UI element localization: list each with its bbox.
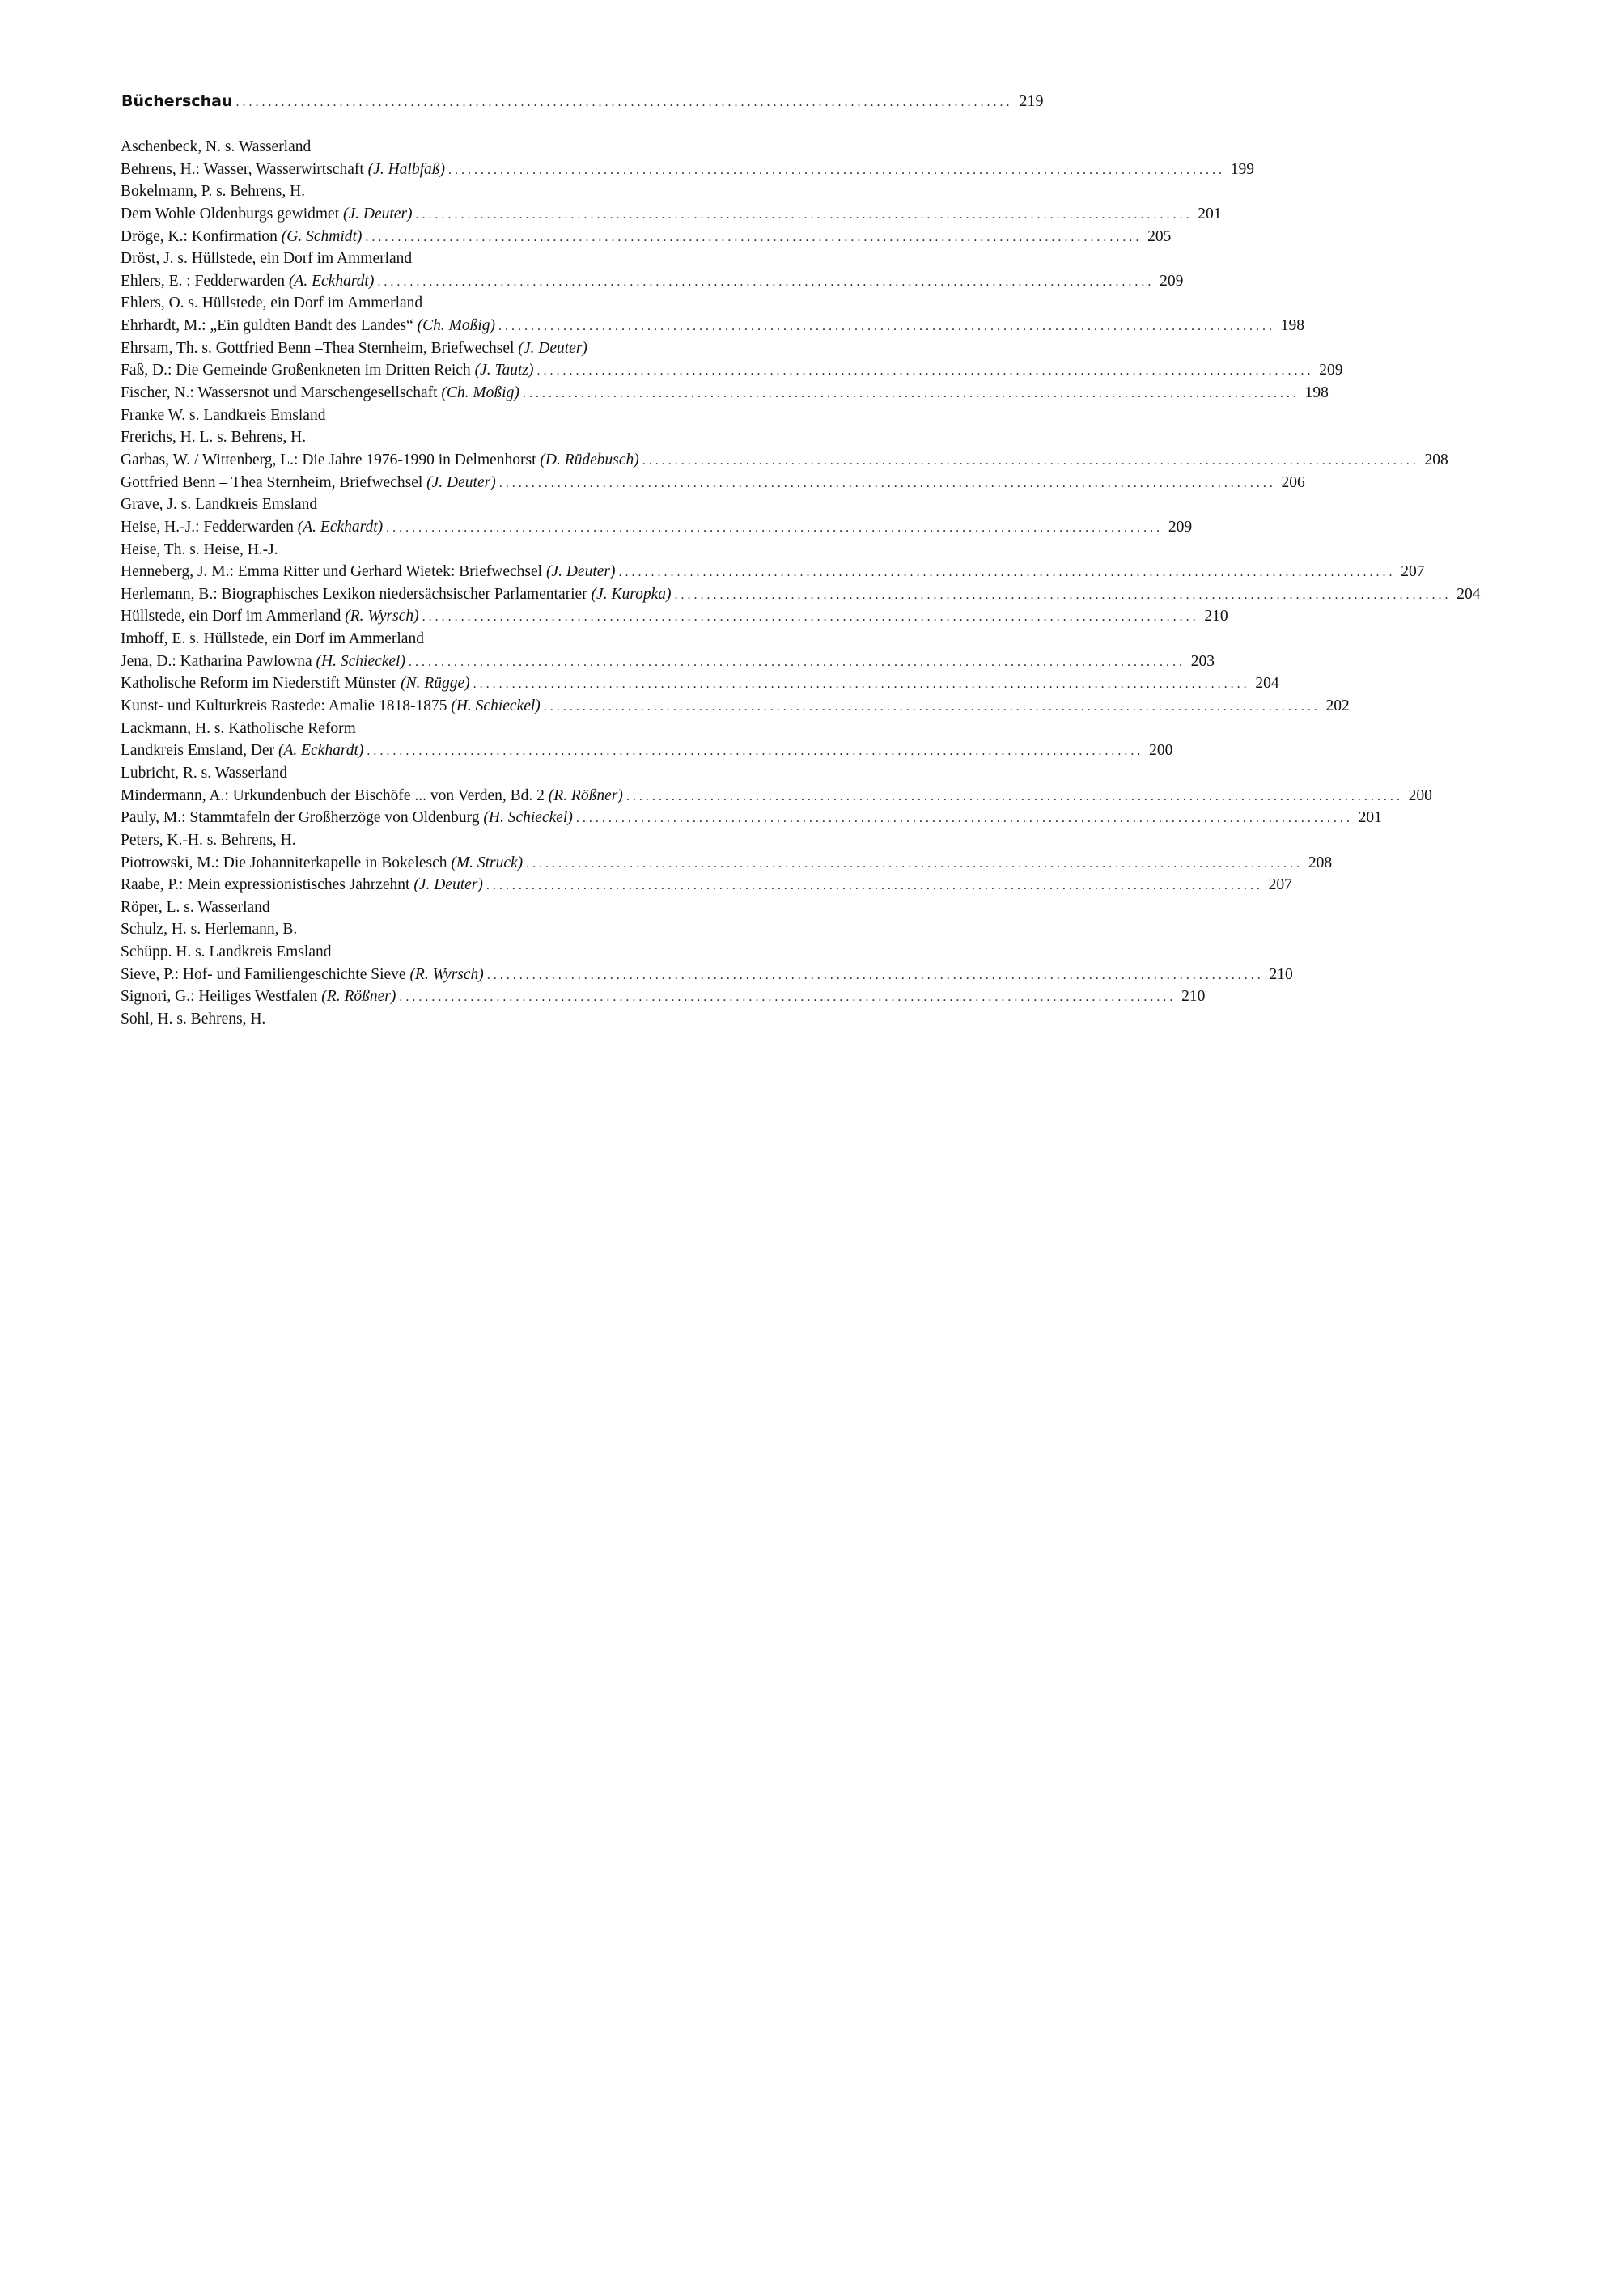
entry-text: Herlemann, B.: Biographisches Lexikon niedersächsischer Parlamentarier — [121, 585, 587, 603]
entry-text: Signori, G.: Heiliges Westfalen — [121, 988, 318, 1006]
dot-leader: ........................................................................................................................ — [618, 566, 1396, 580]
index-entry — [121, 829, 778, 852]
entry-page-number: 210 — [1204, 608, 1228, 625]
entry-text: Bokelmann, P. s. Behrens, H. — [121, 183, 306, 201]
entry-page-number: 203 — [1190, 652, 1215, 670]
index-entry — [121, 315, 1305, 337]
index-entry — [121, 494, 778, 516]
dot-leader: ........................................................................................................................ — [536, 364, 1314, 379]
index-entry — [121, 405, 778, 427]
index-entry — [121, 651, 1215, 673]
entry-reviewer: (R. Rößner) — [548, 786, 623, 804]
index-entry — [121, 964, 1293, 986]
entry-reviewer: (R. Rößner) — [321, 988, 396, 1006]
index-entry — [121, 449, 1448, 472]
dot-leader: ........................................................................................................................ — [377, 274, 1155, 289]
dot-leader: ........................................................................................................................ — [365, 230, 1143, 244]
entry-page-number: 209 — [1160, 272, 1184, 290]
index-entry — [121, 807, 1382, 829]
entry-text: Raabe, P.: Mein expressionistisches Jahrzehnt — [121, 876, 410, 894]
entry-reviewer: (M. Struck) — [451, 854, 524, 871]
entry-text: Henneberg, J. M.: Emma Ritter und Gerhard Wietek: Briefwechsel — [121, 563, 543, 581]
entry-page-number: 209 — [1319, 362, 1343, 379]
entry-text: Imhoff, E. s. Hüllstede, ein Dorf im Ammerland — [121, 630, 424, 648]
entry-page-number: 204 — [1457, 585, 1481, 603]
entry-text: Ehlers, E. : Fedderwarden — [121, 272, 286, 290]
entry-reviewer: (A. Eckhardt) — [278, 742, 364, 760]
dot-leader: ........................................................................................................................ — [447, 163, 1225, 177]
entry-page-number: 201 — [1358, 809, 1382, 827]
entry-text: Fischer, N.: Wassersnot und Marschengesellschaft — [121, 384, 438, 402]
entry-reviewer: (R. Wyrsch) — [345, 608, 419, 625]
dot-leader: ........................................................................................................................ — [235, 95, 1013, 109]
dot-leader: ........................................................................................................................ — [399, 990, 1177, 1005]
entry-reviewer: (J. Deuter) — [545, 563, 616, 581]
dot-leader: ........................................................................................................................ — [486, 968, 1264, 982]
entry-page-number: 207 — [1401, 563, 1425, 581]
index-entry — [121, 270, 1184, 293]
entry-page-number: 207 — [1268, 876, 1292, 894]
entry-page-number: 200 — [1149, 742, 1173, 760]
entry-reviewer: (J. Deuter) — [426, 473, 496, 491]
entry-reviewer: (J. Deuter) — [518, 339, 587, 357]
index-entry — [121, 941, 778, 964]
entry-text: Ehlers, O. s. Hüllstede, ein Dorf im Ammerland — [121, 295, 423, 312]
entry-reviewer: (A. Eckhardt) — [297, 518, 384, 536]
index-entry — [121, 918, 778, 941]
entry-text: Lackmann, H. s. Katholische Reform — [121, 719, 356, 737]
entry-text: Katholische Reform im Niederstift Münster — [121, 675, 397, 693]
dot-leader: ........................................................................................................................ — [422, 610, 1199, 625]
entry-text: Heise, Th. s. Heise, H.-J. — [121, 540, 278, 558]
entry-text: Landkreis Emsland, Der — [121, 742, 275, 760]
entry-reviewer: (N. Rügge) — [401, 675, 470, 693]
entry-reviewer: (J. Deuter) — [343, 205, 413, 223]
entry-text: Frerichs, H. L. s. Behrens, H. — [121, 429, 307, 447]
dot-leader: ........................................................................................................................ — [415, 207, 1193, 222]
entry-text: Ehrsam, Th. s. Gottfried Benn –Thea Sternheim, Briefwechsel — [121, 339, 515, 357]
index-entry — [121, 159, 1254, 181]
entry-page-number: 201 — [1198, 205, 1222, 223]
index-entry — [121, 136, 778, 159]
dot-leader: ........................................................................................................................ — [522, 387, 1300, 401]
index-entry — [121, 359, 1343, 382]
index-entry — [121, 672, 1279, 695]
entry-text: Dröge, K.: Konfirmation — [121, 227, 278, 245]
entry-reviewer: (D. Rüdebusch) — [540, 451, 639, 468]
entry-text: Hüllstede, ein Dorf im Ammerland — [121, 608, 341, 625]
entry-text: Garbas, W. / Wittenberg, L.: Die Jahre 1976-1990 in Delmenhorst — [121, 451, 536, 468]
dot-leader: ........................................................................................................................ — [543, 700, 1321, 714]
index-entry — [121, 762, 778, 785]
entry-text: Franke W. s. Landkreis Emsland — [121, 406, 326, 424]
index-entry — [121, 785, 1432, 807]
entry-page-number: 205 — [1147, 227, 1172, 245]
entry-page-number: 210 — [1181, 988, 1206, 1006]
index-entry — [121, 292, 778, 315]
entry-page-number: 210 — [1269, 965, 1293, 983]
index-entry — [121, 852, 1333, 875]
entry-reviewer: (J. Deuter) — [413, 876, 483, 894]
index-entry — [121, 695, 1350, 718]
dot-leader: ........................................................................................................................ — [575, 812, 1353, 826]
dot-leader: ........................................................................................................................ — [526, 856, 1304, 871]
index-entry — [121, 426, 778, 449]
entry-page-number: 198 — [1304, 384, 1329, 402]
index-entry — [121, 226, 1172, 248]
index-entry — [121, 896, 778, 919]
entry-page-number: 209 — [1168, 518, 1193, 536]
entry-page-number: 206 — [1281, 473, 1305, 491]
entry-page-number: 200 — [1408, 786, 1432, 804]
index-entry — [121, 203, 1222, 226]
entry-text: Faß, D.: Die Gemeinde Großenkneten im Dritten Reich — [121, 362, 471, 379]
entry-text: Ehrhardt, M.: „Ein guldten Bandt des Landes“ — [121, 317, 413, 335]
section-title: Bücherschau — [121, 92, 233, 110]
dot-leader: ........................................................................................................................ — [674, 587, 1452, 602]
entry-text: Jena, D.: Katharina Pawlowna — [121, 652, 312, 670]
entry-text: Gottfried Benn – Thea Sternheim, Briefwechsel — [121, 473, 423, 491]
entry-text: Heise, H.-J.: Fedderwarden — [121, 518, 294, 536]
index-entry — [121, 516, 1193, 539]
index-entry — [121, 985, 1206, 1008]
index-entry — [121, 382, 1329, 405]
entry-reviewer: (H. Schieckel) — [451, 697, 541, 715]
dot-leader: ........................................................................................................................ — [642, 453, 1419, 468]
entry-reviewer: (Ch. Moßig) — [441, 384, 519, 402]
index-entry — [121, 472, 1305, 494]
entry-page-number: 202 — [1325, 697, 1350, 715]
entry-text: Sieve, P.: Hof- und Familiengeschichte Sieve — [121, 965, 406, 983]
entry-text: Pauly, M.: Stammtafeln der Großherzöge von Oldenburg — [121, 809, 480, 827]
entry-page-number: 199 — [1230, 160, 1254, 178]
entry-text: Aschenbeck, N. s. Wasserland — [121, 138, 312, 155]
entry-text: Grave, J. s. Landkreis Emsland — [121, 496, 318, 514]
entry-text: Peters, K.-H. s. Behrens, H. — [121, 831, 296, 849]
dot-leader: ........................................................................................................................ — [498, 320, 1276, 334]
index-entry — [121, 740, 1173, 762]
entry-text: Lubricht, R. s. Wasserland — [121, 764, 288, 782]
index-entry — [121, 539, 778, 562]
index-entries — [121, 136, 1481, 1031]
index-entry — [121, 1008, 778, 1031]
entry-text: Röper, L. s. Wasserland — [121, 898, 270, 916]
entry-text: Sohl, H. s. Behrens, H. — [121, 1010, 266, 1028]
entry-text: Schulz, H. s. Herlemann, B. — [121, 921, 298, 939]
index-entry — [121, 605, 1228, 628]
dot-leader: ........................................................................................................................ — [498, 476, 1276, 490]
index-entry — [121, 248, 778, 270]
dot-leader: ........................................................................................................................ — [625, 789, 1403, 803]
entry-reviewer: (J. Tautz) — [474, 362, 534, 379]
entry-page-number: 198 — [1280, 317, 1305, 335]
entry-reviewer: (H. Schieckel) — [483, 809, 573, 827]
entry-reviewer: (Ch. Moßig) — [417, 317, 496, 335]
entry-reviewer: (H. Schieckel) — [316, 652, 405, 670]
dot-leader: ........................................................................................................................ — [473, 677, 1250, 692]
index-entry — [121, 583, 1481, 606]
entry-reviewer: (J. Halbfaß) — [367, 160, 445, 178]
index-entry — [121, 180, 778, 203]
dot-leader: ........................................................................................................................ — [486, 879, 1263, 893]
entry-page-number: 208 — [1424, 451, 1448, 468]
dot-leader: ........................................................................................................................ — [386, 520, 1164, 535]
entry-text: Piotrowski, M.: Die Johanniterkapelle in Bokelesch — [121, 854, 447, 871]
entry-text: Mindermann, A.: Urkundenbuch der Bischöfe ... von Verden, Bd. 2 — [121, 786, 545, 804]
dot-leader: ........................................................................................................................ — [408, 655, 1185, 669]
entry-page-number: 204 — [1255, 675, 1279, 693]
entry-reviewer: (G. Schmidt) — [281, 227, 363, 245]
entry-text: Kunst- und Kulturkreis Rastede: Amalie 1818-1875 — [121, 697, 447, 715]
section-heading — [121, 92, 1044, 111]
dot-leader: ........................................................................................................................ — [367, 744, 1144, 759]
entry-reviewer: (A. Eckhardt) — [288, 272, 375, 290]
index-entry — [121, 628, 778, 651]
entry-reviewer: (R. Wyrsch) — [409, 965, 484, 983]
index-entry — [121, 561, 1425, 583]
entry-reviewer: (J. Kuropka) — [591, 585, 672, 603]
entry-page-number: 208 — [1308, 854, 1333, 871]
index-entry — [121, 874, 1292, 896]
entry-text: Schüpp. H. s. Landkreis Emsland — [121, 943, 332, 961]
entry-text: Dröst, J. s. Hüllstede, ein Dorf im Ammerland — [121, 250, 413, 268]
section-page-number: 219 — [1019, 92, 1044, 110]
index-entry — [121, 337, 778, 360]
entry-text: Dem Wohle Oldenburgs gewidmet — [121, 205, 340, 223]
entry-text: Behrens, H.: Wasser, Wasserwirtschaft — [121, 160, 364, 178]
index-entry — [121, 718, 778, 740]
